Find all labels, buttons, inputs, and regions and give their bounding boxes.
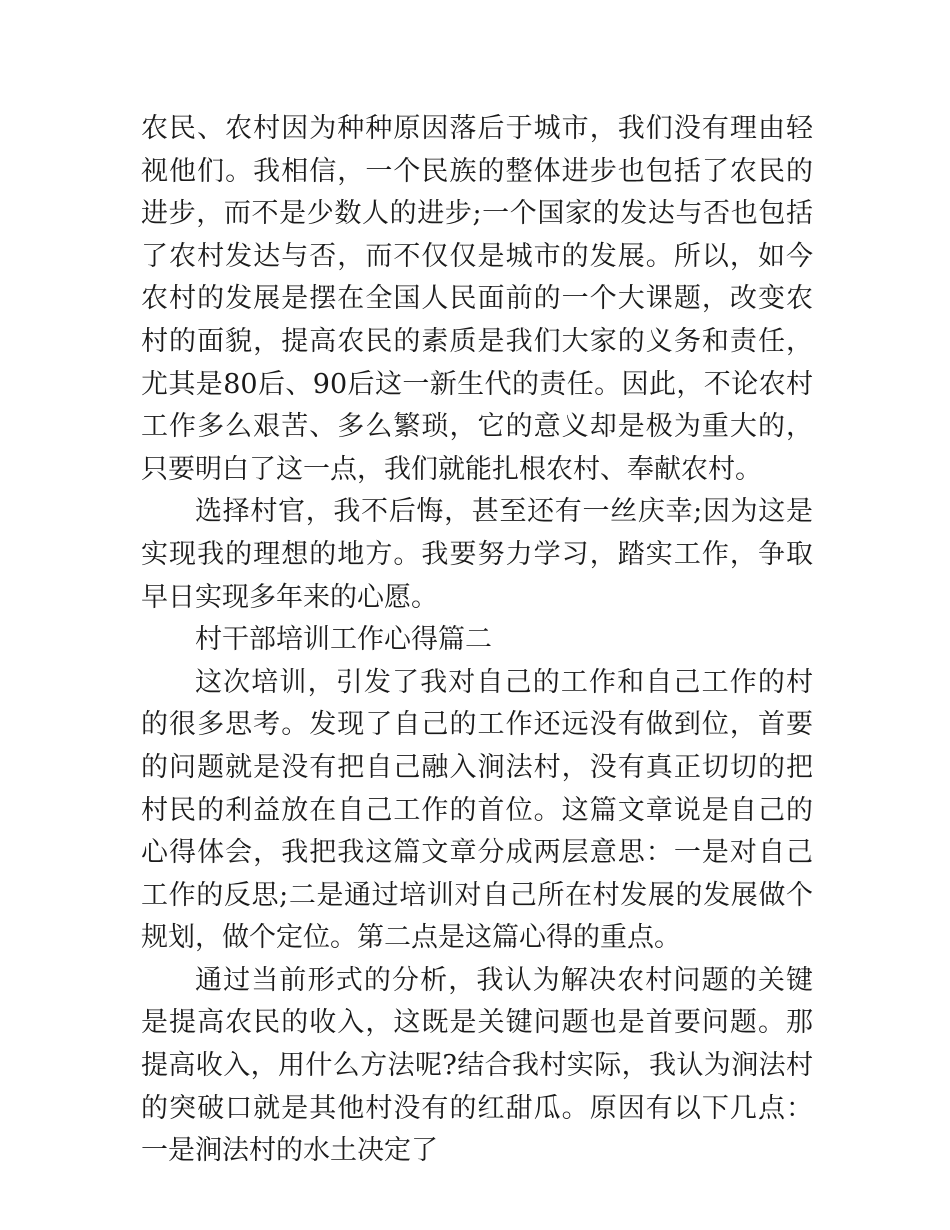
document-body [141, 108, 813, 1173]
paragraph-3: 这次培训，引发了我对自己的工作和自己工作的村的很多思考。发现了自己的工作还远没有做到位，首要的问题就是没有把自己融入涧法村，没有真正切切的把村民的利益放在自己工作的首位。这篇文章说是自己的心得体会，我把我这篇文章分成两层意思：一是对自己工作的反思;二是通过培训对自己所在村发展的发展做个规划，做个定位。第二点是这篇心得的重点。 [141, 666, 813, 954]
paragraph-2: 选择村官，我不后悔，甚至还有一丝庆幸;因为这是实现我的理想的地方。我要努力学习，踏实工作，争取早日实现多年来的心愿。 [141, 496, 813, 613]
paragraph-1: 农民、农村因为种种原因落后于城市，我们没有理由轻视他们。我相信，一个民族的整体进步也包括了农民的进步，而不是少数人的进步;一个国家的发达与否也包括了农村发达与否，而不仅仅是城市的发展。所以，如今农村的发展是摆在全国人民面前的一个大课题，改变农村的面貌，提高农民的素质是我们大家的义务和责任，尤其是80后、90后这一新生代的责任。因此，不论农村工作多么艰苦、多么繁琐，它的意义却是极为重大的，只要明白了这一点，我们就能扎根农村、奉献农村。 [141, 113, 813, 485]
paragraph-4: 通过当前形式的分析，我认为解决农村问题的关键是提高农民的收入，这既是关键问题也是首要问题。那提高收入，用什么方法呢?结合我村实际，我认为涧法村的突破口就是其他村没有的红甜瓜。原因有以下几点：一是涧法村的水土决定了 [141, 964, 813, 1167]
section-heading: 村干部培训工作心得篇二 [195, 624, 492, 656]
